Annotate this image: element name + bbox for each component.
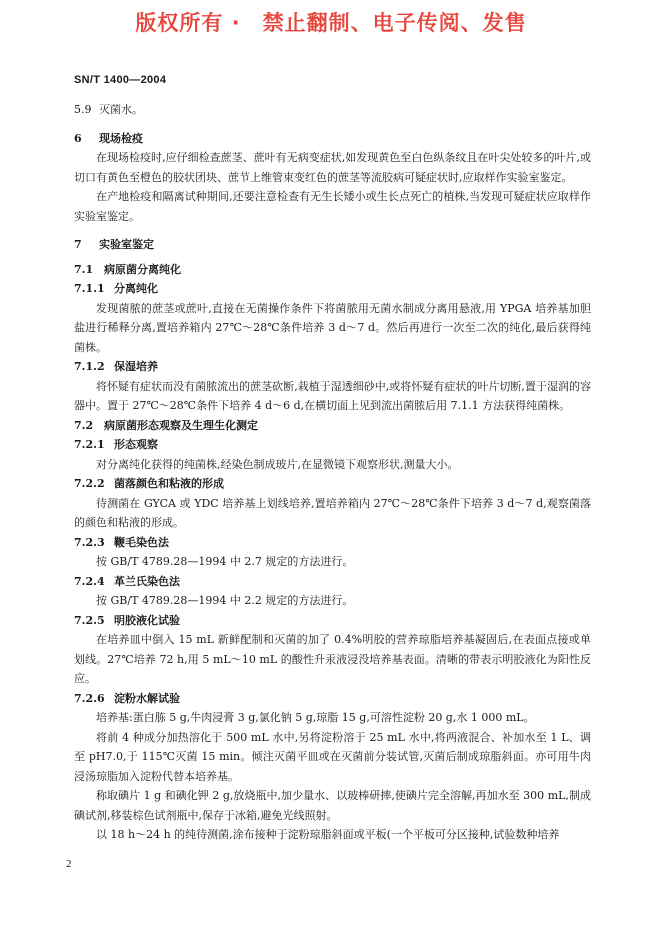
section-7-2-5-heading [74,611,591,631]
paragraph: 待测菌在 GYCA 或 YDC 培养基上划线培养,置培养箱内 27℃～28℃条件下培养 3 d～7 d,观察菌落的颜色和粘液的形成。 [74,496,591,529]
section-number: 7.2.4 [74,574,105,588]
document-body [74,100,591,845]
section-title: 淀粉水解试验 [114,691,180,705]
section-7-2-1-heading [74,435,591,455]
section-number: 7.1.2 [74,360,105,373]
section-6-heading [74,129,591,149]
paragraph: 将前 4 种成分加热溶化于 500 mL 水中,另将淀粉溶于 25 mL 水中,将两液混合、补加水至 1 L、调至 pH7.0,于 115℃灭菌 15 min。倾注灭菌平皿或在灭菌前分装试管,灭菌后制成琼脂斜面。亦可用牛肉浸汤琼脂加入淀粉代替本培养基。 [74,730,591,783]
section-number: 7.1 [74,262,94,276]
section-number: 7 [74,238,82,251]
section-7-1-1-heading [74,279,591,299]
section-title: 明胶液化试验 [114,613,180,627]
section-title: 实验室鉴定 [99,238,154,251]
paragraph: 以 18 h～24 h 的纯待测菌,涂布接种于淀粉琼脂斜面或平板(一个平板可分区接种,试验数种培养 [96,828,560,841]
item-number: 5.9 [74,103,92,116]
section-number: 7.2.1 [74,438,105,451]
section-number: 7.2.2 [74,477,105,490]
paragraph: 在培养皿中倒入 15 mL 新鲜配制和灭菌的加了 0.4%明胶的营养琼脂培养基凝固后,在表面点接或单划线。27℃培养 72 h,用 5 mL～10 mL 的酸性升汞液浸没培养基表面。清晰的带表示明胶液化为阳性反应。 [74,633,591,685]
section-title: 革兰氏染色法 [114,574,180,588]
section-number: 7.2.6 [74,691,105,705]
paragraph: 将怀疑有症状而没有菌脓流出的蔗茎砍断,栽植于湿透细砂中,或将怀疑有症状的叶片切断,置于湿润的容器中。置于 27℃～28℃条件下培养 4 d～6 d,在横切面上见到流出菌脓后用 7.1.1 方法获得纯菌株。 [74,379,591,412]
paragraph: 在产地检疫和隔离试种期间,还要注意检查有无生长矮小或生长点死亡的植株,当发现可疑症状应取样作实验室鉴定。 [74,190,591,223]
section-number: 7.1.1 [74,282,105,295]
section-number: 7.2 [74,418,94,432]
item-text: 灭菌水。 [99,103,143,116]
section-title: 形态观察 [114,438,158,451]
section-title: 菌落颜色和粘液的形成 [114,477,224,490]
paragraph: 称取碘片 1 g 和碘化钾 2 g,放烧瓶中,加少量水、以玻棒研摔,使碘片完全溶解,再加水至 300 mL,制成碘试剂,移装棕色试剂瓶中,保存于冰箱,避免光线照射。 [74,789,591,822]
item-5-9 [74,100,591,120]
section-7-2-3-heading [74,533,591,553]
copyright-watermark: 版权所有 · 禁止翻制、电子传阅、发售 [135,11,527,35]
paragraph: 按 GB/T 4789.28—1994 中 2.2 规定的方法进行。 [96,594,354,607]
section-title: 分离纯化 [114,282,158,295]
paragraph: 在现场检疫时,应仔细检查蔗茎、蔗叶有无病变症状,如发现黄色至白色纵条纹且在叶尖处较多的叶片,或切口有黄色至橙色的胶状团块、蔗节上维管束变红色的蔗茎等流胶病可疑症状时,应取样作实验室鉴定。 [74,151,591,184]
paragraph: 对分离纯化获得的纯菌株,经染色制成玻片,在显微镜下观察形状,测量大小。 [96,457,459,471]
section-title: 保湿培养 [114,360,158,373]
section-7-2-2-heading [74,474,591,494]
standard-code: SN/T 1400—2004 [74,74,167,86]
page-number: 2 [66,858,72,870]
section-number: 7.2.5 [74,613,105,627]
section-title: 鞭毛染色法 [114,535,169,549]
paragraph: 发现菌脓的蔗茎或蔗叶,直接在无菌操作条件下将菌脓用无菌水制成分离用悬液,用 YPGA 培养基加胆盐进行稀释分离,置培养箱内 27℃～28℃条件培养 3 d～7 d。然后再进行一次至二次的纯化,最后获得纯菌株。 [74,301,591,354]
section-7-2-4-heading [74,572,591,592]
section-title: 现场检疫 [99,131,143,145]
section-7-2-heading [74,416,591,436]
section-7-2-6-heading [74,689,591,709]
section-number: 7.2.3 [74,535,105,549]
paragraph: 培养基:蛋白胨 5 g,牛肉浸膏 3 g,氯化钠 5 g,琼脂 15 g,可溶性淀粉 20 g,水 1 000 mL。 [96,711,535,724]
section-7-1-heading [74,260,591,280]
section-number: 6 [74,131,82,145]
section-7-1-2-heading [74,357,591,377]
section-7-heading [74,235,591,255]
section-title: 病原菌分离纯化 [104,262,181,276]
section-title: 病原菌形态观察及生理生化测定 [104,418,258,432]
paragraph: 按 GB/T 4789.28—1994 中 2.7 规定的方法进行。 [96,555,354,568]
